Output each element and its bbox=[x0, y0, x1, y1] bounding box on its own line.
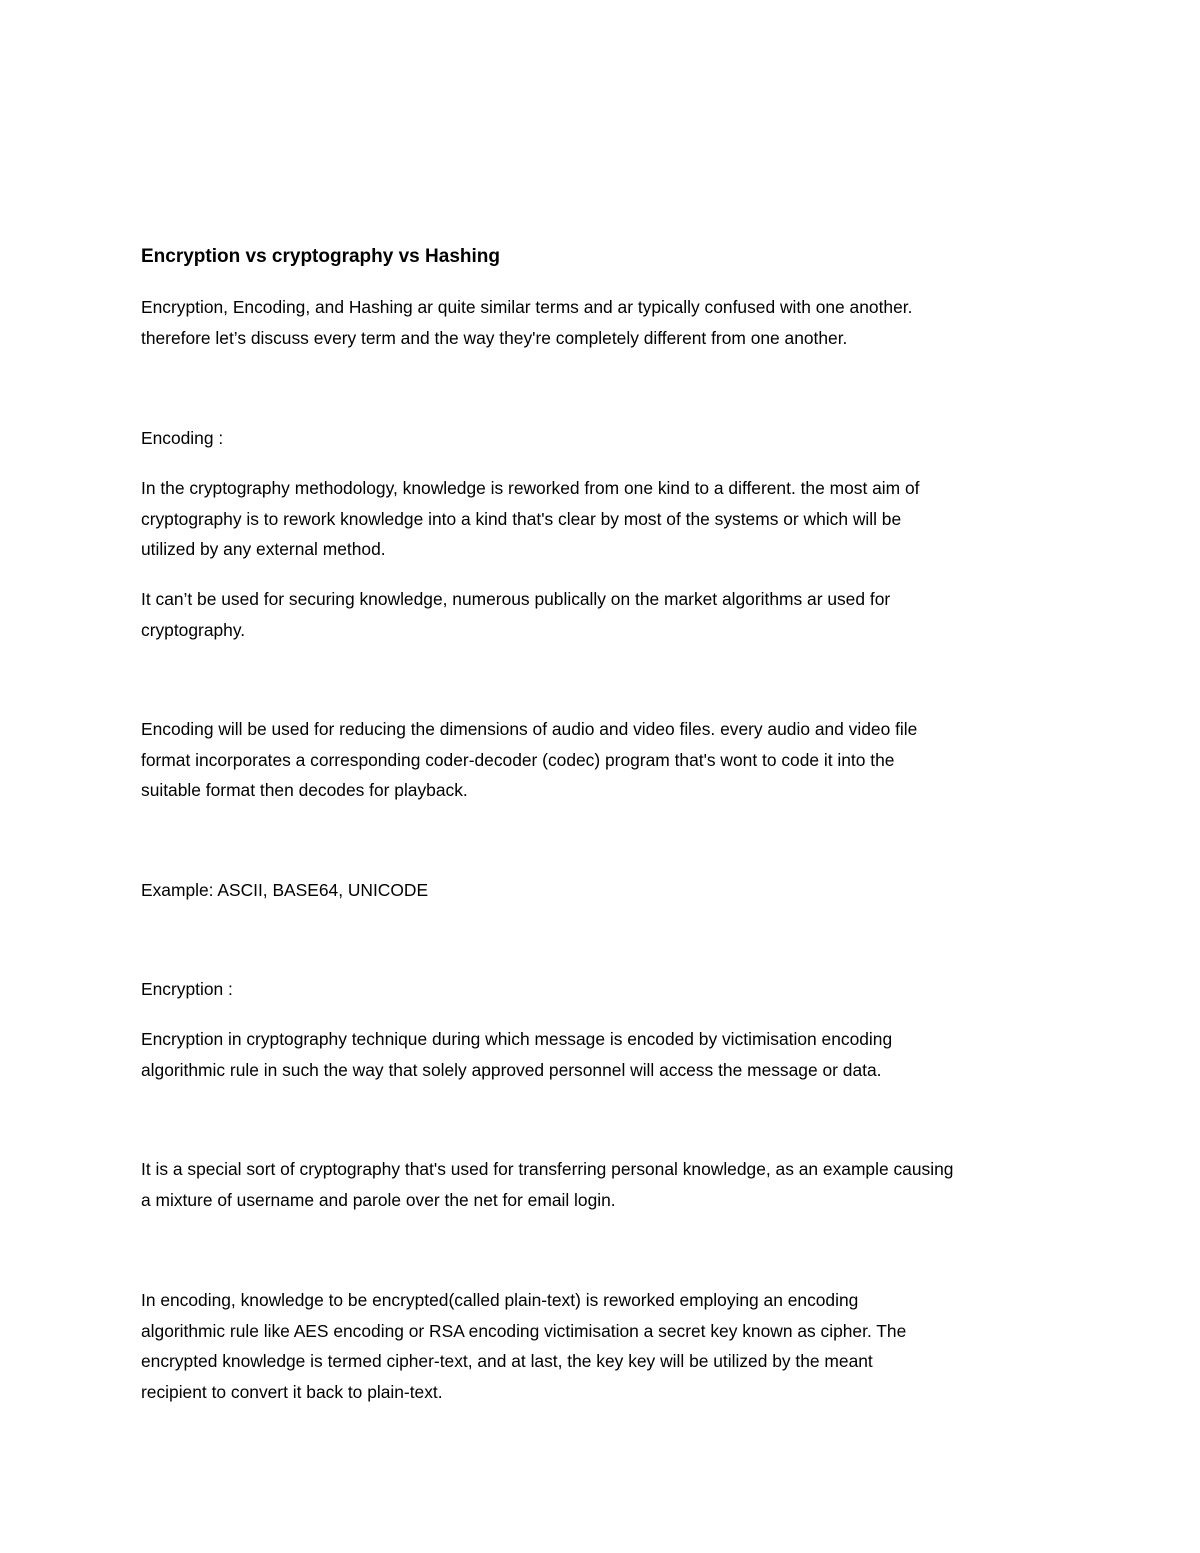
intro-line-2: therefore let’s discuss every term and the way they're completely different from one another. bbox=[141, 327, 848, 348]
encryption-p3-line-4: recipient to convert it back to plain-text. bbox=[141, 1381, 443, 1402]
encryption-paragraph-1 bbox=[141, 1024, 1071, 1085]
encryption-p1-line-2: algorithmic rule in such the way that solely approved personnel will access the message or data. bbox=[141, 1059, 882, 1080]
encoding-paragraph-2 bbox=[141, 584, 1071, 645]
encoding-p2-line-2: cryptography. bbox=[141, 619, 246, 640]
encoding-p2-line-1: It can’t be used for securing knowledge, numerous publically on the market algorithms ar used for bbox=[141, 589, 891, 609]
encryption-p2-line-2: a mixture of username and parole over the net for email login. bbox=[141, 1189, 616, 1210]
encryption-p3-line-3: encrypted knowledge is termed cipher-text, and at last, the key key will be utilized by the meant bbox=[141, 1351, 873, 1371]
document-title: Encryption vs cryptography vs Hashing bbox=[141, 246, 500, 267]
encoding-p1-line-1: In the cryptography methodology, knowledge is reworked from one kind to a different. the most aim of bbox=[141, 478, 920, 498]
encryption-p3-line-1: In encoding, knowledge to be encrypted(called plain-text) is reworked employing an encoding bbox=[141, 1290, 859, 1310]
example-text: Example: ASCII, BASE64, UNICODE bbox=[141, 880, 429, 900]
encoding-p3-line-2: format incorporates a corresponding coder-decoder (codec) program that's wont to code it into the bbox=[141, 749, 895, 770]
encoding-paragraph-1 bbox=[141, 473, 1071, 565]
intro-paragraph bbox=[141, 292, 1071, 353]
encryption-p1-line-1: Encryption in cryptography technique during which message is encoded by victimisation encoding bbox=[141, 1029, 893, 1049]
encryption-paragraph-3 bbox=[141, 1285, 1071, 1407]
encryption-p3-line-2: algorithmic rule like AES encoding or RSA encoding victimisation a secret key known as cipher. The bbox=[141, 1320, 907, 1341]
intro-line-1: Encryption, Encoding, and Hashing ar quite similar terms and ar typically confused with one another. bbox=[141, 297, 913, 317]
encoding-p3-line-3: suitable format then decodes for playback. bbox=[141, 780, 468, 800]
encoding-paragraph-3 bbox=[141, 714, 1071, 806]
encryption-heading bbox=[141, 974, 1071, 1005]
encoding-p3-line-1: Encoding will be used for reducing the dimensions of audio and video files. every audio and video file bbox=[141, 719, 918, 739]
encryption-p2-line-1: It is a special sort of cryptography that's used for transferring personal knowledge, as an example causing bbox=[141, 1159, 954, 1179]
encoding-heading-text: Encoding : bbox=[141, 428, 224, 448]
encryption-heading-text: Encryption : bbox=[141, 979, 233, 999]
encoding-heading bbox=[141, 423, 1071, 454]
example-paragraph bbox=[141, 875, 1071, 906]
encoding-p1-line-3: utilized by any external method. bbox=[141, 539, 386, 559]
encryption-paragraph-2 bbox=[141, 1154, 1071, 1215]
encoding-p1-line-2: cryptography is to rework knowledge into a kind that's clear by most of the systems or which will be bbox=[141, 508, 902, 529]
